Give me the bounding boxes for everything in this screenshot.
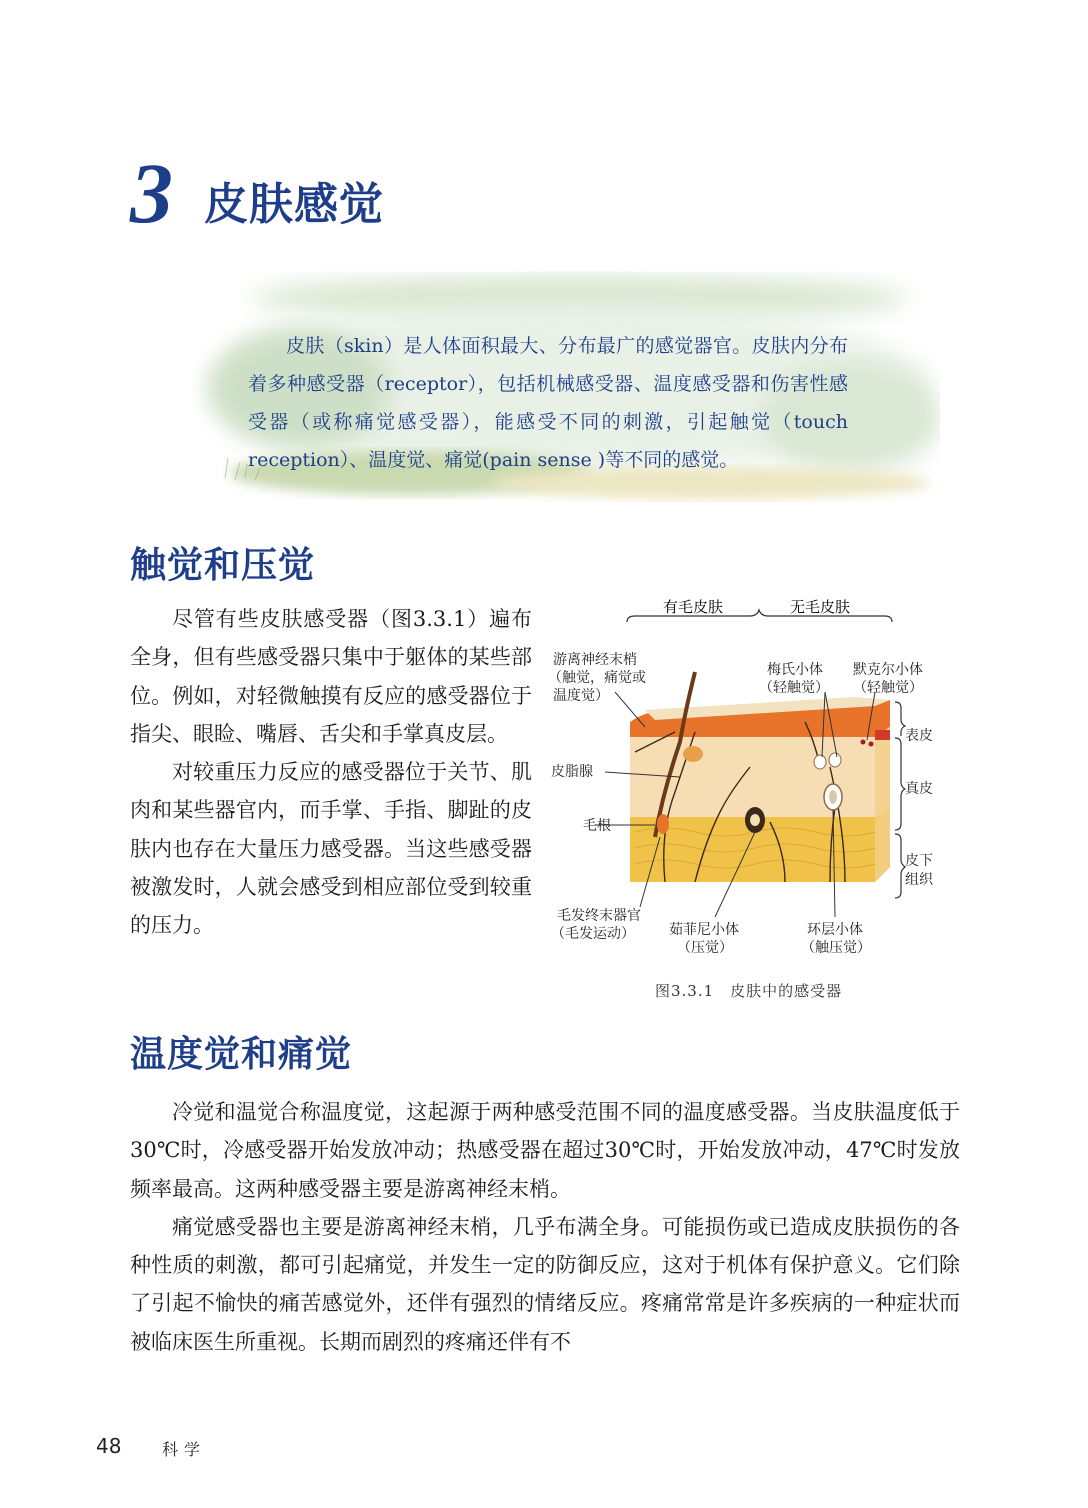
skin-block — [630, 697, 890, 882]
label-merkel-disc: 默克尔小体 — [853, 662, 923, 678]
label-hairless-skin: 无毛皮肤 — [790, 598, 851, 616]
label-hair-end-organ: 毛发终末器官 — [557, 908, 641, 924]
label-meissner-corpuscle: 梅氏小体 — [767, 662, 823, 678]
intro-paragraph — [248, 327, 848, 479]
label-hair-root: 毛根 — [583, 818, 611, 834]
skin-receptor-figure — [545, 592, 960, 972]
layer-braces — [895, 702, 905, 898]
subject-label: 科学 — [162, 1440, 207, 1459]
section-touch-pressure-body — [130, 600, 532, 945]
section-heading-touch-pressure: 触觉和压觉 — [130, 545, 316, 586]
section-temperature-pain-body — [130, 1093, 960, 1361]
label-pacinian-function: （触压觉） — [801, 940, 871, 956]
label-subcutaneous-1: 皮下 — [905, 853, 933, 869]
chapter-number: 3 — [130, 145, 173, 241]
label-ruffini-corpuscle: 茹菲尼小体 — [669, 922, 739, 938]
section-heading-temperature-pain: 温度觉和痛觉 — [130, 1034, 353, 1075]
label-free-nerve-function-2: 温度觉） — [553, 688, 609, 704]
paragraph: 对较重压力反应的感受器位于关节、肌肉和某些器官内，而手掌、手指、脚趾的皮肤内也存在大量压力感受器。当这些感受器被激发时，人就会感受到相应部位受到较重的压力。 — [130, 760, 532, 938]
label-epidermis: 表皮 — [905, 728, 933, 744]
label-ruffini-function: （压觉） — [677, 940, 733, 956]
label-subcutaneous-2: 组织 — [905, 872, 933, 888]
label-sebaceous-gland: 皮脂腺 — [551, 764, 593, 780]
label-merkel-function: （轻触觉） — [853, 680, 923, 696]
label-hair-end-organ-function: （毛发运动） — [551, 926, 635, 942]
chapter-title: 皮肤感觉 — [204, 179, 384, 230]
intro-text: 皮肤（skin）是人体面积最大、分布最广的感觉器官。皮肤内分布着多种感受器（receptor），包括机械感受器、温度感受器和伤害性感受器（或称痛觉感受器），能感受不同的刺激，引起触觉（touch reception）、温度觉、痛觉(pain sense )等不同的感觉。 — [248, 335, 848, 471]
paragraph: 冷觉和温觉合称温度觉，这起源于两种感受范围不同的温度感受器。当皮肤温度低于30℃时，冷感受器开始发放冲动；热感受器在超过30℃时，开始发放冲动，47℃时发放频率最高。这两种感受器主要是游离神经末梢。 — [130, 1100, 960, 1201]
label-hairy-skin: 有毛皮肤 — [663, 598, 724, 616]
paragraph: 痛觉感受器也主要是游离神经末梢，几乎布满全身。可能损伤或已造成皮肤损伤的各种性质的刺激，都可引起痛觉，并发生一定的防御反应，这对于机体有保护意义。它们除了引起不愉快的痛苦感觉外，还伴有强烈的情绪反应。疼痛常常是许多疾病的一种症状而被临床医生所重视。长期而剧烈的疼痛还伴有不 — [130, 1214, 960, 1354]
page-number: 48 — [96, 1434, 122, 1458]
label-meissner-function: （轻触觉） — [759, 680, 829, 696]
label-free-nerve-function: （触觉，痛觉或 — [548, 670, 646, 686]
label-free-nerve-ending: 游离神经末梢 — [553, 652, 637, 668]
label-pacinian-corpuscle: 环层小体 — [807, 922, 863, 938]
label-dermis: 真皮 — [905, 781, 933, 797]
paragraph: 尽管有些皮肤感受器（图3.3.1）遍布全身，但有些感受器只集中于躯体的某些部位。例如，对轻微触摸有反应的感受器位于指尖、眼睑、嘴唇、舌尖和手掌真皮层。 — [130, 607, 532, 746]
figure-caption: 图3.3.1 皮肤中的感受器 — [655, 982, 843, 1000]
